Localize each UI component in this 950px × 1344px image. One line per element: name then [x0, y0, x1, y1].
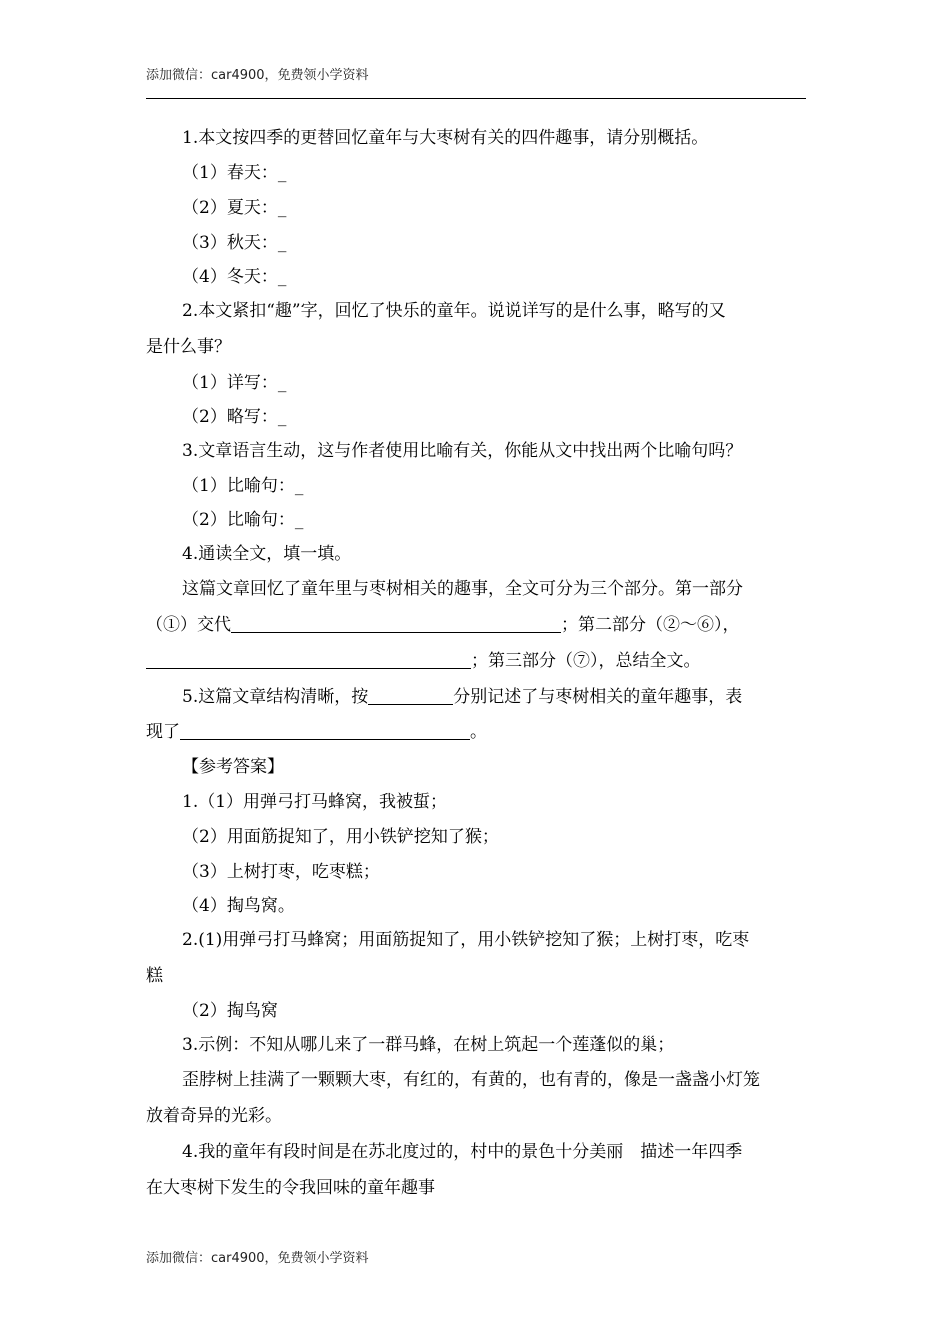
question-5-cont [146, 721, 487, 743]
q4-text-3a: ；第三部分（⑦），总结全文。 [471, 651, 701, 671]
q4-blank-1[interactable] [231, 614, 561, 633]
q5-blank-1[interactable] [368, 686, 453, 705]
q3-item-2: （2）比喻句：_ [182, 510, 304, 530]
answer-4-cont: 在大枣树下发生的令我回味的童年趣事 [146, 1178, 435, 1198]
question-2-cont: 是什么事？ [146, 337, 231, 357]
q4-text-2b: ；第二部分（②～⑥）， [561, 615, 740, 635]
q5-text-b: 分别记述了与枣树相关的童年趣事，表 [453, 687, 743, 707]
q1-item-winter: （4）冬天：_ [182, 267, 287, 287]
q4-text-2 [146, 614, 740, 636]
question-3: 3.文章语言生动，这与作者使用比喻有关，你能从文中找出两个比喻句吗？ [182, 441, 743, 461]
q5-text-a: 5.这篇文章结构清晰，按 [182, 687, 369, 707]
answer-3-2: 歪脖树上挂满了一颗颗大枣，有红的，有黄的，也有青的，像是一盏盏小灯笼 [182, 1070, 760, 1090]
q4-text-3 [146, 650, 701, 672]
q1-item-autumn: （3）秋天：_ [182, 233, 287, 253]
q4-text-1: 这篇文章回忆了童年里与枣树相关的趣事，全文可分为三个部分。第一部分 [182, 579, 743, 599]
answer-2-1-cont: 糕 [146, 966, 163, 986]
header-rule [146, 98, 806, 99]
q1-item-spring: （1）春天：_ [182, 163, 287, 183]
answer-1-3: （3）上树打枣，吃枣糕； [182, 862, 380, 882]
page-header: 添加微信：car4900，免费领小学资料 [146, 68, 369, 83]
answer-3-2-cont: 放着奇异的光彩。 [146, 1106, 282, 1126]
answer-heading: 【参考答案】 [182, 757, 284, 777]
question-4: 4.通读全文，填一填。 [182, 544, 352, 564]
q5-text-d: 。 [470, 722, 487, 742]
q5-text-c: 现了 [146, 722, 180, 742]
question-2: 2.本文紧扣“趣”字，回忆了快乐的童年。说说详写的是什么事，略写的又 [182, 301, 726, 321]
page-footer: 添加微信：car4900，免费领小学资料 [146, 1251, 369, 1266]
question-5 [182, 686, 742, 708]
answer-1-1: 1.（1）用弹弓打马蜂窝，我被蜇； [182, 792, 448, 812]
q5-blank-2[interactable] [180, 721, 470, 740]
q4-text-2a: （①）交代 [146, 615, 231, 635]
answer-2-1: 2.(1)用弹弓打马蜂窝；用面筋捉知了，用小铁铲挖知了猴；上树打枣，吃枣 [182, 930, 750, 950]
answer-1-2: （2）用面筋捉知了，用小铁铲挖知了猴； [182, 827, 499, 847]
answer-1-4: （4）掏鸟窝。 [182, 896, 295, 916]
question-1: 1.本文按四季的更替回忆童年与大枣树有关的四件趣事，请分别概括。 [182, 128, 709, 148]
q2-item-brief: （2）略写：_ [182, 407, 287, 427]
q2-item-detail: （1）详写：_ [182, 373, 287, 393]
q1-item-summer: （2）夏天：_ [182, 198, 287, 218]
answer-2-2: （2）掏鸟窝 [182, 1001, 278, 1021]
q4-blank-2[interactable] [146, 650, 471, 669]
q3-item-1: （1）比喻句：_ [182, 476, 304, 496]
answer-4: 4.我的童年有段时间是在苏北度过的，村中的景色十分美丽 描述一年四季 [182, 1142, 743, 1162]
answer-3-1: 3.示例：不知从哪儿来了一群马蜂，在树上筑起一个莲蓬似的巢； [182, 1035, 675, 1055]
